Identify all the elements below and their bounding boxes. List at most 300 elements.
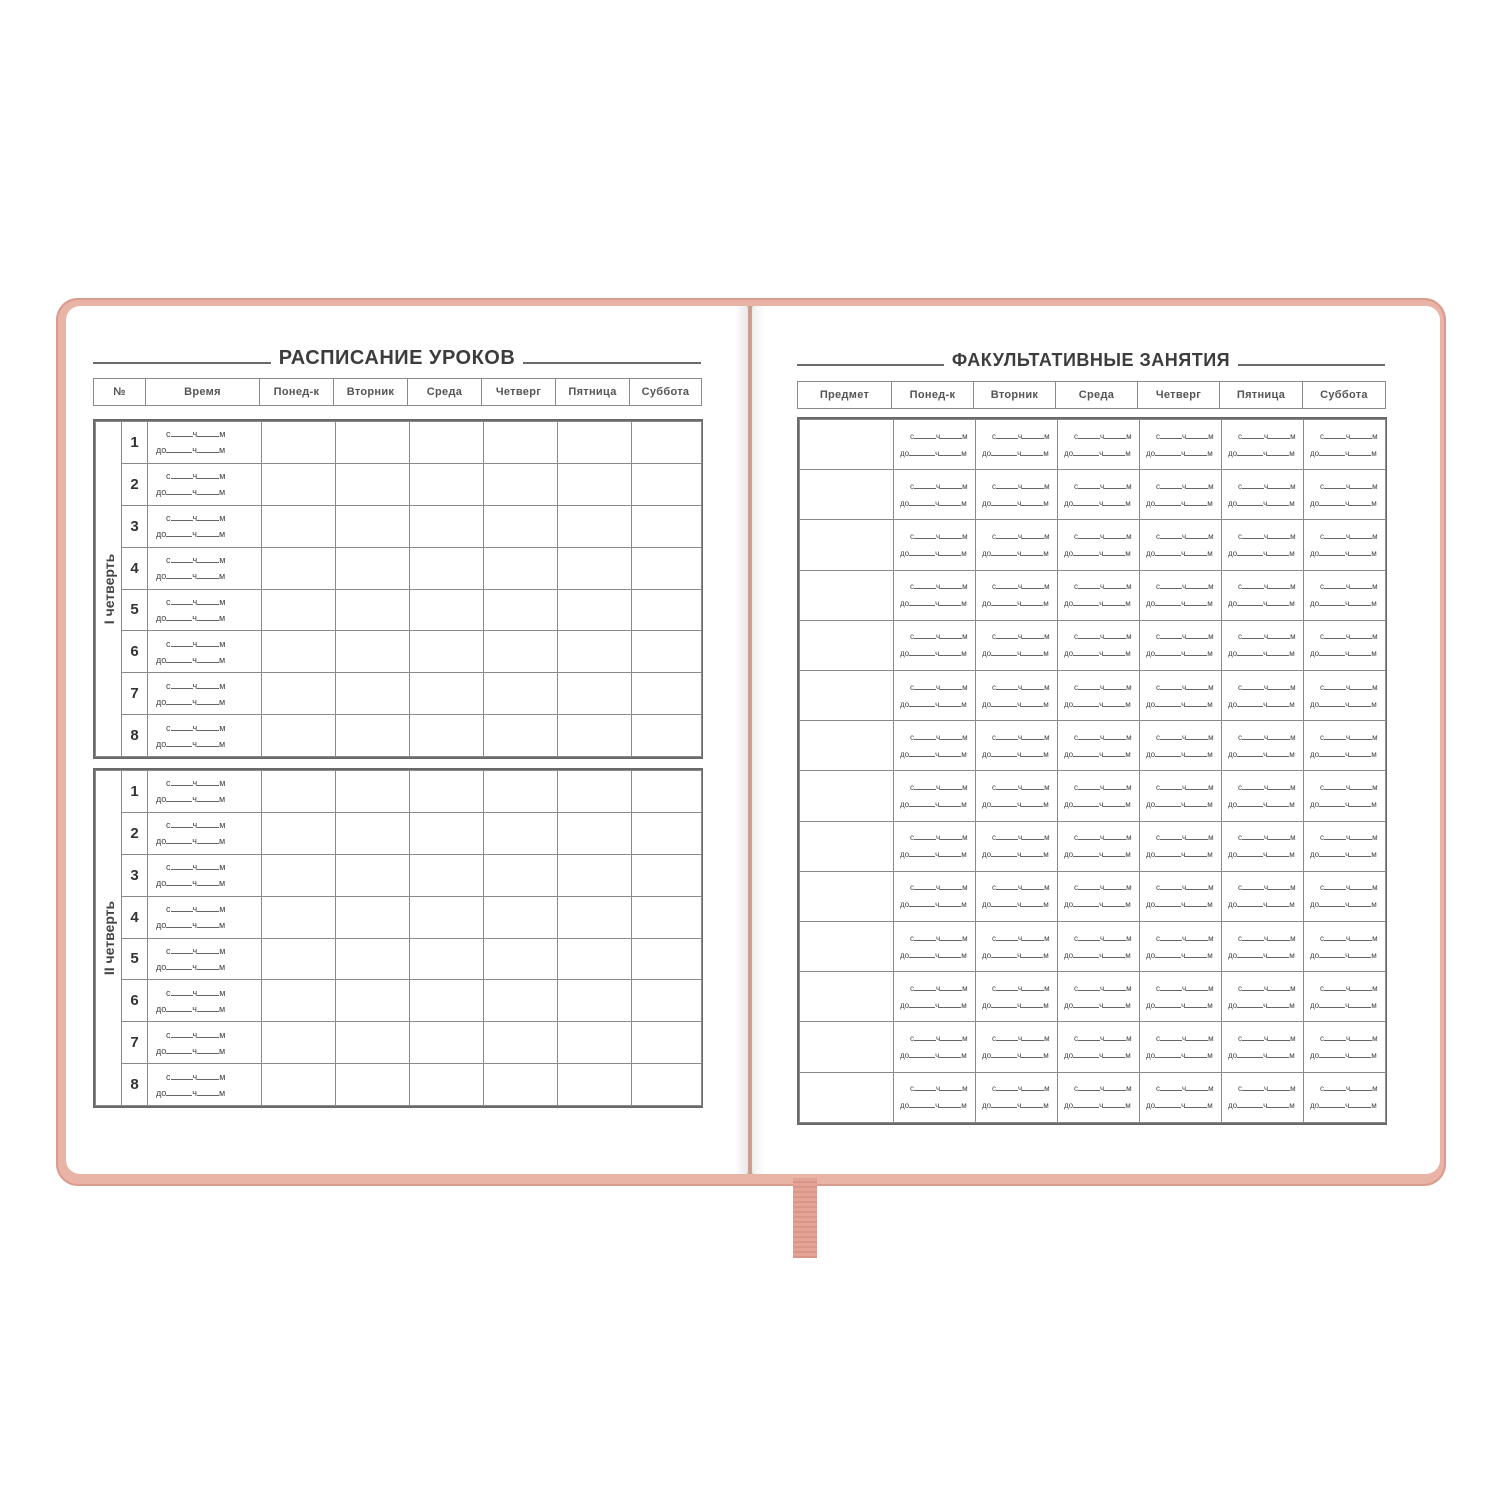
- subject-cell[interactable]: [632, 854, 702, 896]
- elective-time-cell[interactable]: [894, 570, 976, 620]
- time-to-line[interactable]: [894, 445, 975, 462]
- hours-blank[interactable]: [1319, 948, 1345, 958]
- hours-blank[interactable]: [909, 897, 935, 907]
- time-from-line[interactable]: [894, 528, 975, 545]
- hours-blank[interactable]: [1242, 579, 1264, 589]
- time-to-line[interactable]: [1140, 1047, 1221, 1064]
- hours-blank[interactable]: [1073, 1098, 1099, 1108]
- time-slot[interactable]: [148, 985, 261, 1017]
- hours-blank[interactable]: [1160, 931, 1182, 941]
- subject-cell[interactable]: [262, 1064, 336, 1106]
- time-slot[interactable]: [976, 980, 1057, 1014]
- hours-blank[interactable]: [909, 646, 935, 656]
- hours-blank[interactable]: [1073, 948, 1099, 958]
- elective-time-cell[interactable]: [1058, 871, 1140, 921]
- minutes-blank[interactable]: [1104, 629, 1126, 639]
- time-slot[interactable]: [148, 426, 261, 458]
- minutes-blank[interactable]: [1350, 479, 1372, 489]
- time-slot[interactable]: [148, 943, 261, 975]
- hours-blank[interactable]: [1324, 680, 1346, 690]
- time-from-line[interactable]: [1140, 428, 1221, 445]
- time-slot[interactable]: [148, 636, 261, 668]
- minutes-blank[interactable]: [197, 653, 219, 663]
- time-from-line[interactable]: [148, 859, 261, 875]
- time-slot[interactable]: [1058, 628, 1139, 662]
- minutes-blank[interactable]: [1267, 496, 1289, 506]
- hours-blank[interactable]: [991, 1048, 1017, 1058]
- time-slot[interactable]: [894, 729, 975, 763]
- hours-blank[interactable]: [1242, 780, 1264, 790]
- time-from-line[interactable]: [1058, 879, 1139, 896]
- time-from-line[interactable]: [894, 779, 975, 796]
- time-to-line[interactable]: [1222, 1047, 1303, 1064]
- time-slot[interactable]: [1140, 428, 1221, 462]
- hours-blank[interactable]: [1155, 847, 1181, 857]
- time-from-line[interactable]: [1058, 528, 1139, 545]
- subject-cell[interactable]: [484, 812, 558, 854]
- subject-cell[interactable]: [336, 715, 410, 757]
- time-slot[interactable]: [1058, 428, 1139, 462]
- hours-blank[interactable]: [166, 834, 192, 844]
- elective-time-cell[interactable]: [894, 620, 976, 670]
- minutes-blank[interactable]: [1349, 446, 1371, 456]
- time-to-line[interactable]: [148, 1043, 261, 1059]
- subject-cell[interactable]: [632, 812, 702, 854]
- minutes-blank[interactable]: [1021, 546, 1043, 556]
- time-to-line[interactable]: [1140, 846, 1221, 863]
- time-from-line[interactable]: [894, 428, 975, 445]
- time-to-line[interactable]: [1140, 896, 1221, 913]
- minutes-blank[interactable]: [197, 611, 219, 621]
- elective-time-cell[interactable]: [894, 922, 976, 972]
- hours-blank[interactable]: [171, 469, 193, 479]
- hours-blank[interactable]: [991, 496, 1017, 506]
- hours-blank[interactable]: [1078, 1031, 1100, 1041]
- time-to-line[interactable]: [1140, 1097, 1221, 1114]
- minutes-blank[interactable]: [197, 469, 219, 479]
- time-to-line[interactable]: [148, 736, 261, 752]
- time-to-line[interactable]: [1058, 645, 1139, 662]
- time-slot[interactable]: [1304, 578, 1385, 612]
- minutes-blank[interactable]: [939, 697, 961, 707]
- time-slot[interactable]: [1058, 578, 1139, 612]
- minutes-blank[interactable]: [1350, 1031, 1372, 1041]
- minutes-blank[interactable]: [1021, 998, 1043, 1008]
- hours-blank[interactable]: [166, 918, 192, 928]
- time-from-line[interactable]: [148, 775, 261, 791]
- hours-blank[interactable]: [171, 427, 193, 437]
- hours-blank[interactable]: [1319, 747, 1345, 757]
- hours-blank[interactable]: [1078, 830, 1100, 840]
- hours-blank[interactable]: [909, 1098, 935, 1108]
- minutes-blank[interactable]: [197, 1002, 219, 1012]
- time-from-line[interactable]: [1058, 1030, 1139, 1047]
- hours-blank[interactable]: [1242, 680, 1264, 690]
- hours-blank[interactable]: [909, 847, 935, 857]
- time-from-line[interactable]: [1222, 578, 1303, 595]
- time-from-line[interactable]: [1140, 729, 1221, 746]
- time-to-line[interactable]: [1304, 846, 1385, 863]
- time-slot[interactable]: [1304, 679, 1385, 713]
- time-to-line[interactable]: [148, 526, 261, 542]
- time-to-line[interactable]: [1304, 545, 1385, 562]
- time-to-line[interactable]: [1140, 746, 1221, 763]
- hours-blank[interactable]: [1324, 529, 1346, 539]
- minutes-blank[interactable]: [1185, 998, 1207, 1008]
- hours-blank[interactable]: [909, 697, 935, 707]
- minutes-blank[interactable]: [1022, 830, 1044, 840]
- time-to-line[interactable]: [148, 875, 261, 891]
- minutes-blank[interactable]: [1104, 479, 1126, 489]
- elective-time-cell[interactable]: [1304, 520, 1386, 570]
- minutes-blank[interactable]: [939, 747, 961, 757]
- time-slot[interactable]: [1222, 478, 1303, 512]
- hours-blank[interactable]: [171, 637, 193, 647]
- hours-blank[interactable]: [1237, 446, 1263, 456]
- minutes-blank[interactable]: [1267, 546, 1289, 556]
- subject-cell[interactable]: [410, 938, 484, 980]
- subject-cell[interactable]: [262, 673, 336, 715]
- minutes-blank[interactable]: [1350, 780, 1372, 790]
- time-cell[interactable]: [148, 547, 262, 589]
- subject-cell[interactable]: [262, 812, 336, 854]
- subject-cell[interactable]: [336, 422, 410, 464]
- minutes-blank[interactable]: [1267, 446, 1289, 456]
- elective-time-cell[interactable]: [1140, 922, 1222, 972]
- minutes-blank[interactable]: [1349, 747, 1371, 757]
- time-slot[interactable]: [148, 1027, 261, 1059]
- hours-blank[interactable]: [171, 553, 193, 563]
- hours-blank[interactable]: [1324, 730, 1346, 740]
- elective-time-cell[interactable]: [1304, 721, 1386, 771]
- subject-name-cell[interactable]: [800, 771, 894, 821]
- time-from-line[interactable]: [1222, 829, 1303, 846]
- minutes-blank[interactable]: [1185, 847, 1207, 857]
- hours-blank[interactable]: [1160, 830, 1182, 840]
- hours-blank[interactable]: [166, 1086, 192, 1096]
- minutes-blank[interactable]: [1349, 646, 1371, 656]
- time-cell[interactable]: [148, 812, 262, 854]
- time-slot[interactable]: [1140, 578, 1221, 612]
- elective-time-cell[interactable]: [1058, 1072, 1140, 1122]
- hours-blank[interactable]: [1160, 780, 1182, 790]
- hours-blank[interactable]: [1160, 429, 1182, 439]
- minutes-blank[interactable]: [197, 776, 219, 786]
- hours-blank[interactable]: [1155, 697, 1181, 707]
- minutes-blank[interactable]: [939, 797, 961, 807]
- time-to-line[interactable]: [1058, 495, 1139, 512]
- elective-time-cell[interactable]: [976, 470, 1058, 520]
- hours-blank[interactable]: [1319, 797, 1345, 807]
- time-from-line[interactable]: [1140, 578, 1221, 595]
- time-slot[interactable]: [1222, 879, 1303, 913]
- minutes-blank[interactable]: [1022, 1081, 1044, 1091]
- subject-cell[interactable]: [262, 896, 336, 938]
- elective-time-cell[interactable]: [1058, 972, 1140, 1022]
- minutes-blank[interactable]: [1268, 579, 1290, 589]
- time-from-line[interactable]: [894, 1080, 975, 1097]
- elective-time-cell[interactable]: [894, 871, 976, 921]
- time-slot[interactable]: [1304, 428, 1385, 462]
- hours-blank[interactable]: [1324, 931, 1346, 941]
- time-from-line[interactable]: [1304, 628, 1385, 645]
- hours-blank[interactable]: [1242, 931, 1264, 941]
- time-to-line[interactable]: [1222, 997, 1303, 1014]
- subject-cell[interactable]: [558, 715, 632, 757]
- time-slot[interactable]: [1222, 829, 1303, 863]
- subject-cell[interactable]: [484, 422, 558, 464]
- time-from-line[interactable]: [1304, 679, 1385, 696]
- time-cell[interactable]: [148, 463, 262, 505]
- minutes-blank[interactable]: [1186, 1081, 1208, 1091]
- time-from-line[interactable]: [976, 478, 1057, 495]
- subject-cell[interactable]: [558, 547, 632, 589]
- minutes-blank[interactable]: [939, 948, 961, 958]
- time-to-line[interactable]: [148, 959, 261, 975]
- time-cell[interactable]: [148, 422, 262, 464]
- hours-blank[interactable]: [914, 579, 936, 589]
- time-slot[interactable]: [1222, 980, 1303, 1014]
- subject-cell[interactable]: [410, 715, 484, 757]
- time-from-line[interactable]: [976, 428, 1057, 445]
- hours-blank[interactable]: [171, 511, 193, 521]
- hours-blank[interactable]: [1078, 730, 1100, 740]
- hours-blank[interactable]: [1319, 1098, 1345, 1108]
- time-from-line[interactable]: [1304, 879, 1385, 896]
- minutes-blank[interactable]: [940, 429, 962, 439]
- time-from-line[interactable]: [148, 985, 261, 1001]
- time-to-line[interactable]: [976, 1097, 1057, 1114]
- hours-blank[interactable]: [1155, 948, 1181, 958]
- minutes-blank[interactable]: [1104, 429, 1126, 439]
- minutes-blank[interactable]: [1349, 998, 1371, 1008]
- subject-cell[interactable]: [410, 589, 484, 631]
- time-from-line[interactable]: [1058, 679, 1139, 696]
- hours-blank[interactable]: [909, 948, 935, 958]
- time-cell[interactable]: [148, 1064, 262, 1106]
- minutes-blank[interactable]: [197, 860, 219, 870]
- minutes-blank[interactable]: [1350, 529, 1372, 539]
- time-from-line[interactable]: [1222, 628, 1303, 645]
- minutes-blank[interactable]: [940, 529, 962, 539]
- time-slot[interactable]: [1140, 1080, 1221, 1114]
- hours-blank[interactable]: [166, 876, 192, 886]
- hours-blank[interactable]: [996, 730, 1018, 740]
- hours-blank[interactable]: [1319, 1048, 1345, 1058]
- hours-blank[interactable]: [166, 653, 192, 663]
- minutes-blank[interactable]: [1349, 596, 1371, 606]
- time-to-line[interactable]: [1304, 645, 1385, 662]
- time-slot[interactable]: [1304, 478, 1385, 512]
- time-slot[interactable]: [976, 1080, 1057, 1114]
- time-to-line[interactable]: [976, 896, 1057, 913]
- elective-time-cell[interactable]: [1058, 470, 1140, 520]
- hours-blank[interactable]: [1319, 546, 1345, 556]
- elective-time-cell[interactable]: [1222, 771, 1304, 821]
- time-from-line[interactable]: [894, 829, 975, 846]
- time-from-line[interactable]: [1304, 829, 1385, 846]
- minutes-blank[interactable]: [1022, 629, 1044, 639]
- minutes-blank[interactable]: [1021, 646, 1043, 656]
- minutes-blank[interactable]: [1349, 847, 1371, 857]
- time-from-line[interactable]: [148, 678, 261, 694]
- time-to-line[interactable]: [1140, 696, 1221, 713]
- subject-cell[interactable]: [632, 631, 702, 673]
- hours-blank[interactable]: [1242, 981, 1264, 991]
- hours-blank[interactable]: [996, 981, 1018, 991]
- hours-blank[interactable]: [1237, 897, 1263, 907]
- minutes-blank[interactable]: [1267, 998, 1289, 1008]
- hours-blank[interactable]: [1078, 579, 1100, 589]
- minutes-blank[interactable]: [939, 496, 961, 506]
- hours-blank[interactable]: [1160, 1081, 1182, 1091]
- elective-time-cell[interactable]: [1140, 721, 1222, 771]
- hours-blank[interactable]: [1319, 998, 1345, 1008]
- time-slot[interactable]: [976, 478, 1057, 512]
- time-slot[interactable]: [1222, 729, 1303, 763]
- time-slot[interactable]: [1304, 879, 1385, 913]
- elective-time-cell[interactable]: [1058, 570, 1140, 620]
- minutes-blank[interactable]: [1186, 981, 1208, 991]
- subject-cell[interactable]: [484, 938, 558, 980]
- minutes-blank[interactable]: [1185, 948, 1207, 958]
- hours-blank[interactable]: [996, 830, 1018, 840]
- hours-blank[interactable]: [1237, 998, 1263, 1008]
- subject-cell[interactable]: [336, 505, 410, 547]
- time-from-line[interactable]: [1140, 478, 1221, 495]
- subject-cell[interactable]: [632, 1064, 702, 1106]
- time-to-line[interactable]: [1140, 445, 1221, 462]
- time-to-line[interactable]: [1058, 846, 1139, 863]
- time-cell[interactable]: [148, 980, 262, 1022]
- hours-blank[interactable]: [914, 780, 936, 790]
- hours-blank[interactable]: [1160, 730, 1182, 740]
- time-slot[interactable]: [148, 552, 261, 584]
- elective-time-cell[interactable]: [1304, 570, 1386, 620]
- time-to-line[interactable]: [894, 896, 975, 913]
- time-to-line[interactable]: [894, 545, 975, 562]
- time-to-line[interactable]: [1140, 947, 1221, 964]
- hours-blank[interactable]: [1155, 596, 1181, 606]
- minutes-blank[interactable]: [1350, 981, 1372, 991]
- hours-blank[interactable]: [171, 721, 193, 731]
- time-to-line[interactable]: [148, 1001, 261, 1017]
- subject-cell[interactable]: [632, 505, 702, 547]
- time-from-line[interactable]: [148, 1027, 261, 1043]
- minutes-blank[interactable]: [1185, 1098, 1207, 1108]
- minutes-blank[interactable]: [197, 834, 219, 844]
- hours-blank[interactable]: [1155, 897, 1181, 907]
- time-to-line[interactable]: [1058, 1047, 1139, 1064]
- minutes-blank[interactable]: [197, 960, 219, 970]
- time-slot[interactable]: [894, 428, 975, 462]
- subject-cell[interactable]: [410, 673, 484, 715]
- minutes-blank[interactable]: [1185, 596, 1207, 606]
- time-to-line[interactable]: [894, 997, 975, 1014]
- time-slot[interactable]: [976, 779, 1057, 813]
- hours-blank[interactable]: [996, 429, 1018, 439]
- elective-time-cell[interactable]: [1222, 620, 1304, 670]
- time-from-line[interactable]: [1140, 829, 1221, 846]
- subject-name-cell[interactable]: [800, 922, 894, 972]
- minutes-blank[interactable]: [197, 443, 219, 453]
- hours-blank[interactable]: [996, 680, 1018, 690]
- time-slot[interactable]: [1140, 528, 1221, 562]
- hours-blank[interactable]: [1078, 931, 1100, 941]
- minutes-blank[interactable]: [1021, 948, 1043, 958]
- hours-blank[interactable]: [1078, 1081, 1100, 1091]
- minutes-blank[interactable]: [940, 629, 962, 639]
- subject-cell[interactable]: [262, 938, 336, 980]
- time-slot[interactable]: [976, 829, 1057, 863]
- time-from-line[interactable]: [1304, 1080, 1385, 1097]
- elective-time-cell[interactable]: [1304, 771, 1386, 821]
- hours-blank[interactable]: [1242, 880, 1264, 890]
- hours-blank[interactable]: [166, 1044, 192, 1054]
- hours-blank[interactable]: [1242, 1031, 1264, 1041]
- hours-blank[interactable]: [991, 1098, 1017, 1108]
- subject-cell[interactable]: [336, 980, 410, 1022]
- hours-blank[interactable]: [1242, 529, 1264, 539]
- minutes-blank[interactable]: [197, 918, 219, 928]
- subject-cell[interactable]: [558, 771, 632, 813]
- subject-cell[interactable]: [410, 505, 484, 547]
- time-to-line[interactable]: [1222, 495, 1303, 512]
- subject-cell[interactable]: [632, 589, 702, 631]
- minutes-blank[interactable]: [1104, 730, 1126, 740]
- hours-blank[interactable]: [1324, 579, 1346, 589]
- subject-cell[interactable]: [410, 812, 484, 854]
- minutes-blank[interactable]: [1021, 1098, 1043, 1108]
- minutes-blank[interactable]: [1268, 1081, 1290, 1091]
- time-to-line[interactable]: [148, 791, 261, 807]
- time-from-line[interactable]: [1058, 428, 1139, 445]
- subject-cell[interactable]: [410, 771, 484, 813]
- time-slot[interactable]: [1222, 1080, 1303, 1114]
- hours-blank[interactable]: [991, 697, 1017, 707]
- minutes-blank[interactable]: [1267, 948, 1289, 958]
- subject-cell[interactable]: [484, 715, 558, 757]
- time-slot[interactable]: [1222, 528, 1303, 562]
- minutes-blank[interactable]: [1267, 646, 1289, 656]
- elective-time-cell[interactable]: [1140, 420, 1222, 470]
- time-to-line[interactable]: [1304, 445, 1385, 462]
- subject-cell[interactable]: [336, 1022, 410, 1064]
- minutes-blank[interactable]: [1186, 1031, 1208, 1041]
- hours-blank[interactable]: [171, 776, 193, 786]
- elective-time-cell[interactable]: [1304, 420, 1386, 470]
- subject-cell[interactable]: [336, 631, 410, 673]
- time-to-line[interactable]: [894, 1097, 975, 1114]
- minutes-blank[interactable]: [1021, 747, 1043, 757]
- hours-blank[interactable]: [1073, 697, 1099, 707]
- time-from-line[interactable]: [894, 679, 975, 696]
- minutes-blank[interactable]: [1103, 747, 1125, 757]
- time-cell[interactable]: [148, 854, 262, 896]
- subject-cell[interactable]: [484, 896, 558, 938]
- time-from-line[interactable]: [148, 1069, 261, 1085]
- minutes-blank[interactable]: [1350, 429, 1372, 439]
- subject-cell[interactable]: [484, 631, 558, 673]
- minutes-blank[interactable]: [1350, 629, 1372, 639]
- minutes-blank[interactable]: [1021, 847, 1043, 857]
- time-to-line[interactable]: [148, 610, 261, 626]
- time-slot[interactable]: [894, 578, 975, 612]
- time-slot[interactable]: [894, 879, 975, 913]
- time-to-line[interactable]: [1304, 947, 1385, 964]
- minutes-blank[interactable]: [1022, 680, 1044, 690]
- minutes-blank[interactable]: [197, 569, 219, 579]
